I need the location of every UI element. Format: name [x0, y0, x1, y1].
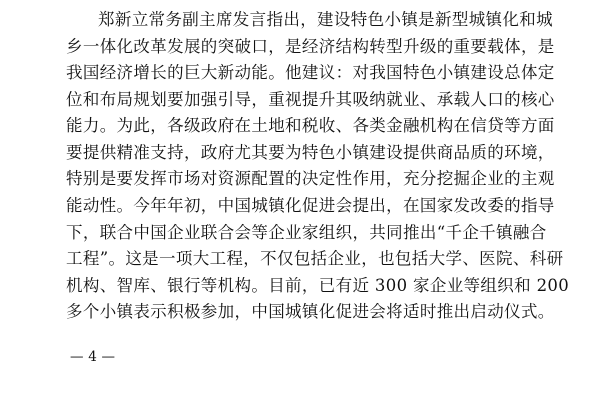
- paragraph-line-10: 工程”。这是一项大工程，不仅包括企业，也包括大学、医院、科研: [66, 249, 564, 268]
- paragraph-line-4: 位和布局规划要加强引导，重视提升其吸纳就业、承载人口的核心: [66, 90, 555, 109]
- paragraph-line-11: 机构、智库、银行等机构。目前，已有近 300 家企业等组织和 200: [66, 276, 570, 295]
- paragraph-line-6: 要提供精准支持，政府尤其要为特色小镇建设提供商品质的环境，: [66, 143, 555, 162]
- paragraph-line-9: 下，联合中国企业联合会等企业家组织，共同推出“千企千镇融合: [66, 223, 547, 242]
- paragraph-line-12: 多个小镇表示积极参加，中国城镇化促进会将适时推出启动仪式。: [66, 302, 555, 321]
- paragraph-line-5: 能力。为此，各级政府在土地和税收、各类金融机构在信贷等方面: [66, 116, 555, 135]
- paragraph-line-8: 能动性。今年年初，中国城镇化促进会提出，在国家发改委的指导: [66, 196, 555, 215]
- paragraph-line-1: 郑新立常务副主席发言指出，建设特色小镇是新型城镇化和城: [98, 10, 553, 29]
- paragraph-line-2: 乡一体化改革发展的突破口，是经济结构转型升级的重要载体，是: [66, 37, 555, 56]
- paragraph-line-7: 特别是要发挥市场对资源配置的决定性作用，充分挖掘企业的主观: [66, 169, 555, 188]
- page-number: — 4 —: [70, 349, 116, 365]
- paragraph-line-3: 我国经济增长的巨大新动能。他建议：对我国特色小镇建设总体定: [66, 63, 555, 82]
